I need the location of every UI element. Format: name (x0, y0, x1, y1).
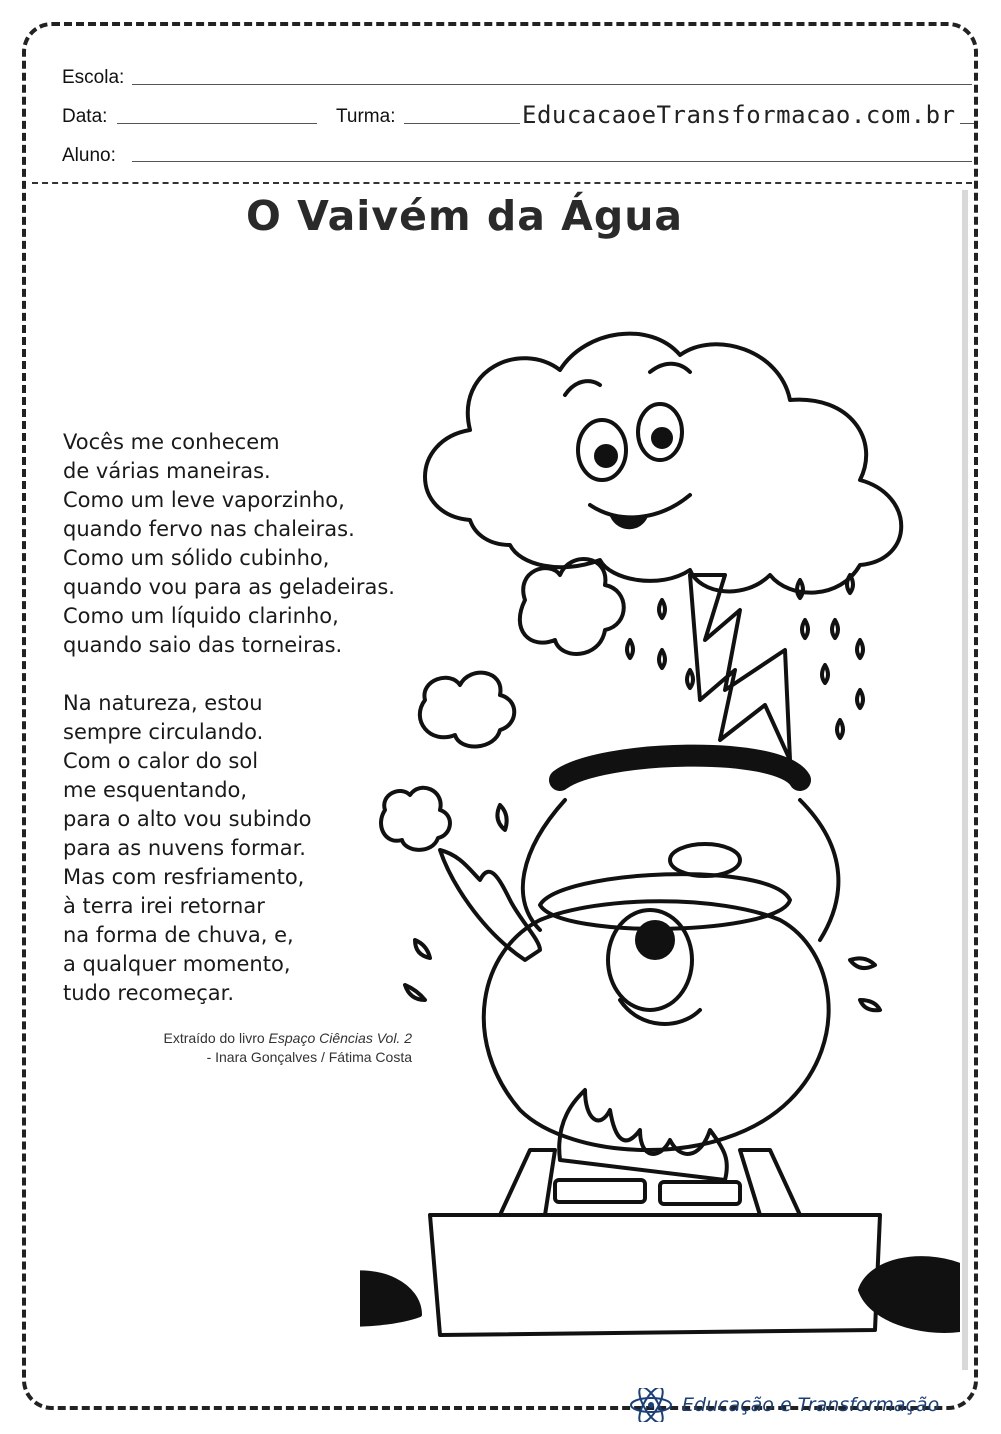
poem-line: quando saio das torneiras. (63, 633, 343, 657)
poem-line: Como um sólido cubinho, (63, 546, 330, 570)
footer-brand-text: Educação e Transformação (682, 1394, 940, 1416)
lightning-icon (690, 575, 790, 760)
steam-icon (381, 788, 450, 850)
poem-line: me esquentando, (63, 778, 248, 802)
poem-line: Como um leve vaporzinho, (63, 488, 345, 512)
school-field[interactable] (132, 84, 972, 85)
poem-line: para as nuvens formar. (63, 836, 306, 860)
poem-line: Com o calor do sol (63, 749, 259, 773)
footer-brand (628, 1388, 939, 1422)
stove-icon (430, 1215, 880, 1335)
credit-authors: - Inara Gonçalves / Fátima Costa (206, 1049, 412, 1065)
atom-logo-icon (628, 1388, 674, 1422)
poem-line: para o alto vou subindo (63, 807, 312, 831)
student-label: Aluno: (62, 145, 116, 166)
date-field[interactable] (117, 123, 317, 124)
poem-line: Vocês me conhecem (63, 430, 280, 454)
scan-edge-shadow (962, 190, 968, 1370)
school-label: Escola: (62, 67, 125, 88)
poem-line: tudo recomeçar. (63, 981, 235, 1005)
poem-line: quando fervo nas chaleiras. (63, 517, 355, 541)
poem-line: de várias maneiras. (63, 459, 271, 483)
poem-line: à terra irei retornar (63, 894, 265, 918)
small-cloud-icon (520, 559, 624, 654)
site-url: EducacaoeTransformacao.com.br (522, 101, 956, 129)
student-field[interactable] (132, 161, 972, 162)
class-field[interactable] (404, 123, 520, 124)
page-title: O Vaivém da Água (246, 192, 684, 240)
rain-icon (627, 575, 863, 738)
poem-line: sempre circulando. (63, 720, 264, 744)
class-field-end (960, 123, 974, 124)
poem-line: Mas com resfriamento, (63, 865, 305, 889)
header-separator (32, 182, 972, 184)
cloud-icon (425, 334, 901, 593)
small-cloud-icon (420, 673, 514, 747)
poem-line: quando vou para as geladeiras. (63, 575, 395, 599)
water-cycle-illustration (360, 330, 960, 1370)
flame-icon (559, 1090, 727, 1180)
credit-prefix: Extraído do livro (163, 1030, 269, 1046)
poem-line: Na natureza, estou (63, 691, 263, 715)
poem-line: na forma de chuva, e, (63, 923, 294, 947)
poem-line: Como um líquido clarinho, (63, 604, 339, 628)
date-label: Data: (62, 106, 108, 127)
poem-line: a qualquer momento, (63, 952, 291, 976)
kettle-handle (560, 756, 800, 780)
class-label: Turma: (336, 106, 396, 127)
credit-book: Espaço Ciências Vol. 2 (268, 1030, 412, 1046)
